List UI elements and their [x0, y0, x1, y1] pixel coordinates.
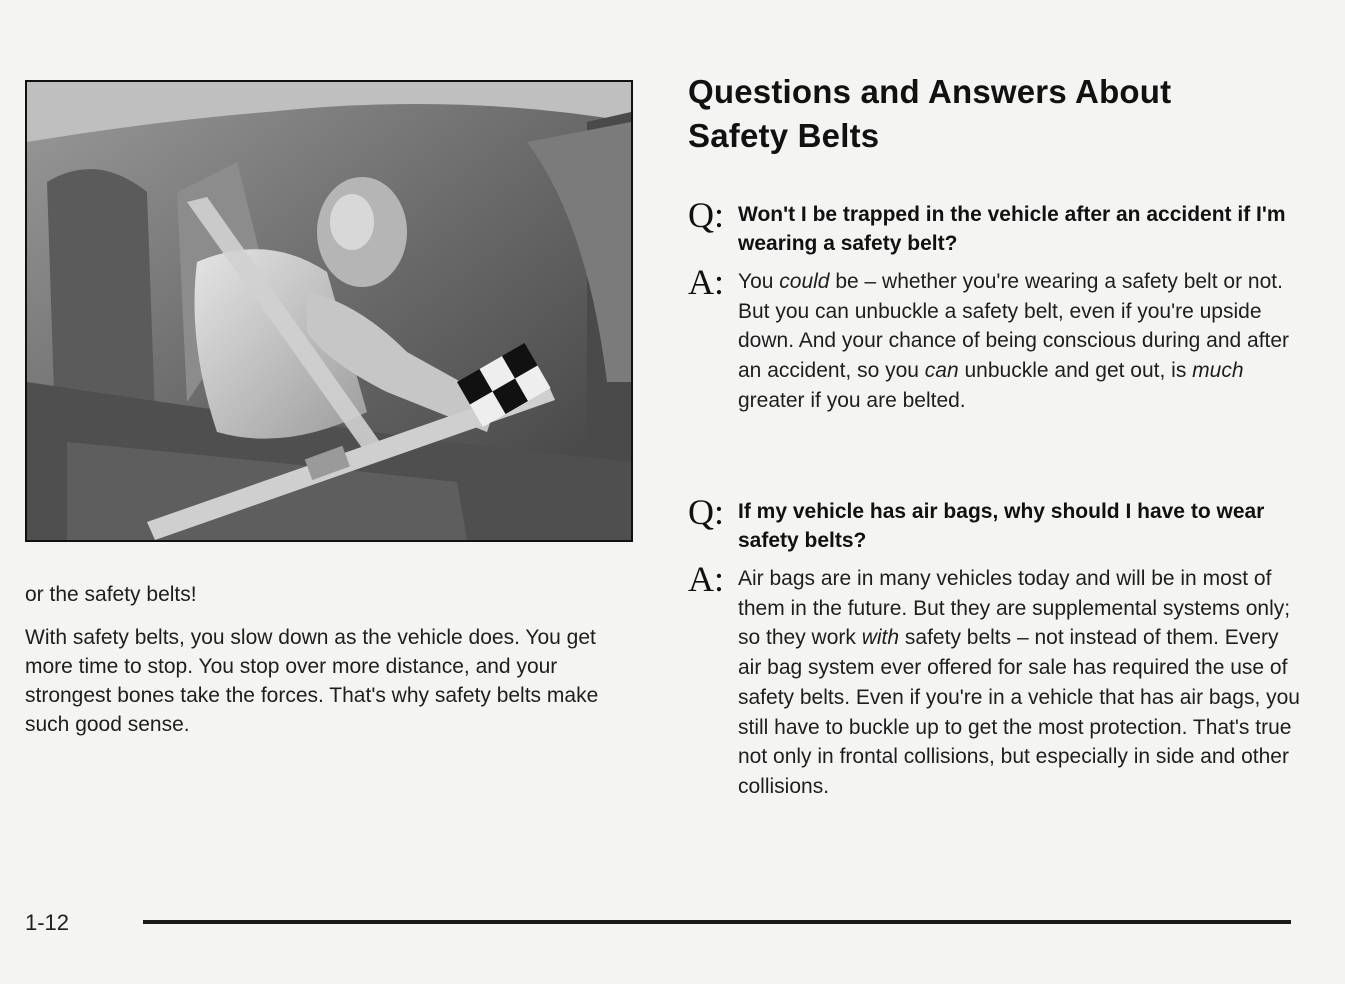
- question-label: Q:: [688, 195, 724, 235]
- crash-test-photo: [25, 80, 633, 542]
- answer-label: A:: [688, 559, 724, 599]
- page-number: 1-12: [25, 910, 70, 935]
- answer-text-segment: unbuckle and get out, is: [958, 359, 1193, 383]
- answer-emphasis: much: [1192, 359, 1244, 383]
- answer-text-segment: be – whether you're wearing a safety belt or not. But you can unbuckle a safety belt, even if you're upside down. And your chance of being conscious during and after an accident, so you: [738, 270, 1290, 383]
- question-text: If my vehicle has air bags, why should I have to wear safety belts?: [738, 500, 1265, 552]
- page-title: [688, 70, 1308, 158]
- answer-text: [738, 564, 1303, 802]
- question-text: Won't I be trapped in the vehicle after an accident if I'm wearing a safety belt?: [738, 203, 1286, 255]
- answer-text-segment: You: [738, 270, 780, 293]
- qa-block-2: [688, 492, 1303, 802]
- lead-text: or the safety belts!: [25, 583, 197, 606]
- answer-emphasis: could: [779, 270, 830, 293]
- left-column-text: [25, 580, 637, 753]
- footer-rule: [143, 920, 1291, 924]
- qa-block-1: [688, 195, 1303, 416]
- question-row: [688, 195, 1303, 258]
- answer-text-segment: Air bags are in many vehicles today and will be in most of them in the future. But they are supplemental systems only; so they work: [738, 567, 1291, 650]
- answer-text: [738, 267, 1303, 416]
- question-label: Q:: [688, 492, 724, 532]
- answer-label: A:: [688, 262, 724, 302]
- answer-emphasis: with: [861, 626, 900, 650]
- crash-test-dummy-illustration: [27, 82, 631, 540]
- answer-row: [688, 262, 1303, 416]
- title-line-2: Safety Belts: [688, 117, 880, 154]
- answer-emphasis: can: [924, 359, 959, 383]
- answer-row: [688, 559, 1303, 802]
- answer-text-segment: greater if you are belted.: [738, 388, 966, 412]
- question-row: [688, 492, 1303, 555]
- title-line-1: Questions and Answers About: [688, 73, 1172, 110]
- safety-belt-paragraph: With safety belts, you slow down as the vehicle does. You get more time to stop. You stop over more distance, and your strongest bones take the forces. That's why safety belts make such good sense.: [25, 626, 599, 736]
- answer-text-segment: safety belts – not instead of them. Every air bag system ever offered for sale has required the use of safety belts. Even if you're in a vehicle that has air bags, you still have to buckle up to get the most protection. That's true not only in frontal collisions, but especially in side and other collisions.: [738, 626, 1300, 798]
